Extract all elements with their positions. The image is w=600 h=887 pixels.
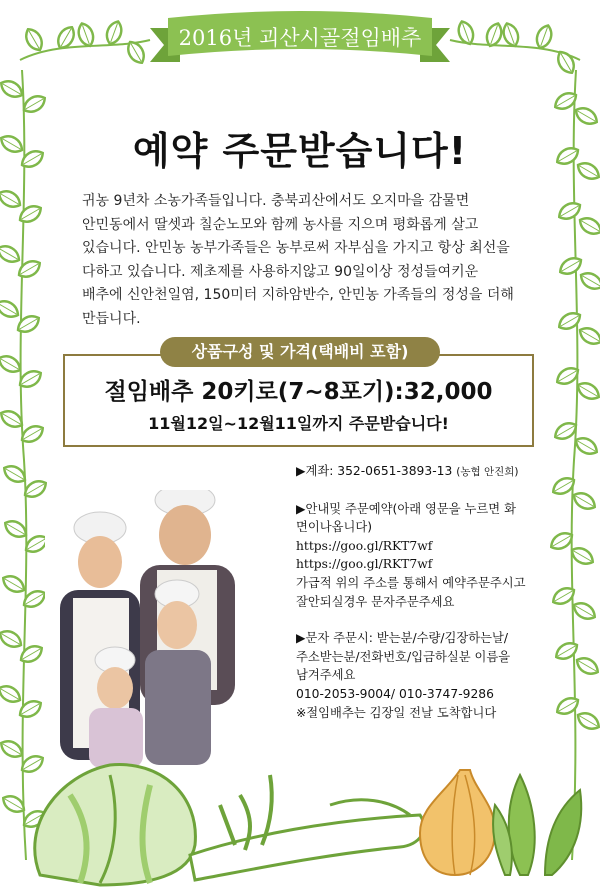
intro-line: 있습니다. 안민농 농부가족들은 농부로써 자부심을 가지고 항상 최선을	[82, 240, 510, 256]
sms-line: 주소받는분/전화번호/입금하실분 이름을	[296, 649, 511, 664]
intro-paragraph	[82, 190, 542, 331]
price-main-text: 절임배추 20키로(7~8포기):32,000	[104, 379, 493, 405]
guide-line: 가급적 위의 주소를 통해서 예약주문주시고	[296, 575, 526, 590]
guide-line: 면이나옵니다)	[296, 520, 373, 535]
phone-numbers: 010-2053-9004/ 010-3747-9286	[296, 686, 494, 701]
guide-line: ▶안내및 주문예약(아래 영문을 누르면 화	[296, 501, 516, 516]
guide-line: 잘안되실경우 문자주문주세요	[296, 594, 455, 609]
price-section-label: 상품구성 및 가격(택배비 포함)	[160, 337, 440, 367]
vegetables-illustration	[0, 735, 600, 887]
order-link[interactable]: https://goo.gl/RKT7wf	[296, 557, 433, 572]
order-info-column	[296, 462, 566, 722]
order-link[interactable]: https://goo.gl/RKT7wf	[296, 538, 433, 553]
intro-line: 배추에 신안천일염, 150미터 지하암반수, 안민농 가족들의 정성을 더해	[82, 287, 514, 303]
account-number: ▶계좌: 352-0651-3893-13	[296, 464, 453, 478]
account-line	[296, 462, 566, 482]
order-period-text: 11월12일~12월11일까지 주문받습니다!	[148, 414, 449, 433]
family-photo	[45, 490, 285, 770]
intro-line: 다하고 있습니다. 제초제를 사용하지않고 90일이상 정성들여키운	[82, 263, 479, 280]
sms-line: 남겨주세요	[296, 668, 356, 683]
page-headline: 예약 주문받습니다!	[132, 129, 468, 173]
sms-line: ▶문자 주문시: 받는분/수량/김장하는날/	[296, 631, 509, 646]
intro-line: 만듭니다.	[82, 310, 141, 327]
delivery-note: ※절임배추는 김장일 전날 도착합니다	[296, 705, 497, 720]
account-bank: (농협 안진희)	[456, 466, 519, 478]
banner-title: 2016년 괴산시골절임배추	[178, 26, 422, 50]
intro-line: 안민동에서 딸셋과 칠순노모와 함께 농사를 지으며 평화롭게 살고	[82, 216, 479, 233]
intro-line: 귀농 9년차 소농가족들입니다. 충북괴산에서도 오지마을 감물면	[82, 193, 470, 209]
